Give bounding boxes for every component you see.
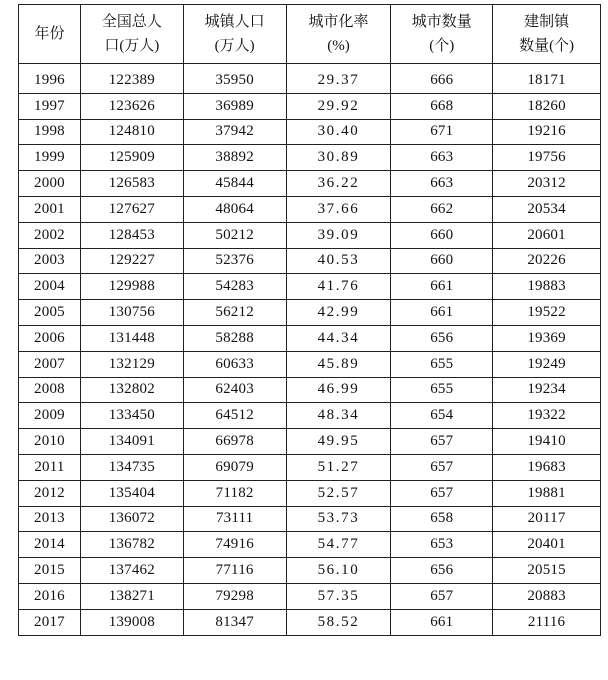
town-count-cell: 20534 xyxy=(493,196,601,222)
urban-population-cell: 64512 xyxy=(183,403,286,429)
header-text-line: 全国总人 xyxy=(101,14,162,30)
year-cell: 2017 xyxy=(19,609,81,635)
table-row xyxy=(19,403,601,429)
town-count-cell: 19369 xyxy=(493,325,601,351)
urban-population-cell: 35950 xyxy=(183,64,286,94)
town-count-cell: 19522 xyxy=(493,300,601,326)
header-text-line: (万人) xyxy=(214,38,255,54)
year-cell: 2015 xyxy=(19,558,81,584)
total-population-cell: 133450 xyxy=(80,403,183,429)
header-city-count xyxy=(391,5,493,64)
urbanization-rate-cell: 53.73 xyxy=(286,506,391,532)
city-count-cell: 661 xyxy=(391,274,493,300)
year-cell: 2000 xyxy=(19,171,81,197)
city-count-cell: 668 xyxy=(391,93,493,119)
total-population-cell: 134735 xyxy=(80,454,183,480)
total-population-cell: 131448 xyxy=(80,325,183,351)
header-text-line: 年份 xyxy=(34,26,65,42)
urbanization-rate-cell: 52.57 xyxy=(286,480,391,506)
year-cell: 2010 xyxy=(19,429,81,455)
urbanization-rate-cell: 42.99 xyxy=(286,300,391,326)
urban-population-cell: 77116 xyxy=(183,558,286,584)
urban-population-cell: 74916 xyxy=(183,532,286,558)
header-text-line: 城市数量 xyxy=(411,14,472,30)
urban-population-cell: 54283 xyxy=(183,274,286,300)
table-row xyxy=(19,480,601,506)
urbanization-rate-cell: 29.37 xyxy=(286,64,391,94)
urban-population-cell: 36989 xyxy=(183,93,286,119)
table-row xyxy=(19,248,601,274)
year-cell: 2006 xyxy=(19,325,81,351)
header-urban-population xyxy=(183,5,286,64)
city-count-cell: 662 xyxy=(391,196,493,222)
town-count-cell: 19249 xyxy=(493,351,601,377)
urbanization-rate-cell: 30.40 xyxy=(286,119,391,145)
total-population-cell: 138271 xyxy=(80,583,183,609)
town-count-cell: 19756 xyxy=(493,145,601,171)
town-count-cell: 21116 xyxy=(493,609,601,635)
urban-population-cell: 66978 xyxy=(183,429,286,455)
urban-population-cell: 52376 xyxy=(183,248,286,274)
header-year xyxy=(19,5,81,64)
city-count-cell: 660 xyxy=(391,222,493,248)
year-cell: 1998 xyxy=(19,119,81,145)
year-cell: 1999 xyxy=(19,145,81,171)
urban-population-cell: 73111 xyxy=(183,506,286,532)
city-count-cell: 657 xyxy=(391,429,493,455)
urban-population-cell: 45844 xyxy=(183,171,286,197)
city-count-cell: 661 xyxy=(391,300,493,326)
total-population-cell: 124810 xyxy=(80,119,183,145)
year-cell: 2004 xyxy=(19,274,81,300)
urbanization-rate-cell: 57.35 xyxy=(286,583,391,609)
town-count-cell: 20117 xyxy=(493,506,601,532)
table-row xyxy=(19,171,601,197)
year-cell: 2008 xyxy=(19,377,81,403)
urbanization-rate-cell: 54.77 xyxy=(286,532,391,558)
total-population-cell: 132802 xyxy=(80,377,183,403)
table-header xyxy=(19,5,601,64)
urbanization-rate-cell: 48.34 xyxy=(286,403,391,429)
town-count-cell: 19234 xyxy=(493,377,601,403)
urban-population-cell: 58288 xyxy=(183,325,286,351)
urban-population-cell: 38892 xyxy=(183,145,286,171)
table-row xyxy=(19,196,601,222)
urbanization-rate-cell: 51.27 xyxy=(286,454,391,480)
city-count-cell: 653 xyxy=(391,532,493,558)
city-count-cell: 658 xyxy=(391,506,493,532)
table-row xyxy=(19,558,601,584)
table-row xyxy=(19,325,601,351)
town-count-cell: 19883 xyxy=(493,274,601,300)
urban-population-cell: 56212 xyxy=(183,300,286,326)
header-text-line: (%) xyxy=(327,38,350,54)
urbanization-rate-cell: 40.53 xyxy=(286,248,391,274)
total-population-cell: 126583 xyxy=(80,171,183,197)
town-count-cell: 20515 xyxy=(493,558,601,584)
year-cell: 1996 xyxy=(19,64,81,94)
year-cell: 1997 xyxy=(19,93,81,119)
urbanization-rate-cell: 30.89 xyxy=(286,145,391,171)
total-population-cell: 139008 xyxy=(80,609,183,635)
total-population-cell: 129988 xyxy=(80,274,183,300)
urbanization-rate-cell: 44.34 xyxy=(286,325,391,351)
header-text-line: (个) xyxy=(429,38,455,54)
year-cell: 2012 xyxy=(19,480,81,506)
city-count-cell: 657 xyxy=(391,454,493,480)
city-count-cell: 655 xyxy=(391,351,493,377)
city-count-cell: 666 xyxy=(391,64,493,94)
table-row xyxy=(19,454,601,480)
city-count-cell: 656 xyxy=(391,558,493,584)
urban-population-cell: 60633 xyxy=(183,351,286,377)
urbanization-rate-cell: 56.10 xyxy=(286,558,391,584)
city-count-cell: 657 xyxy=(391,583,493,609)
year-cell: 2016 xyxy=(19,583,81,609)
year-cell: 2003 xyxy=(19,248,81,274)
table-row xyxy=(19,300,601,326)
table-row xyxy=(19,145,601,171)
urban-population-cell: 62403 xyxy=(183,377,286,403)
table-row xyxy=(19,119,601,145)
year-cell: 2007 xyxy=(19,351,81,377)
urbanization-rate-cell: 49.95 xyxy=(286,429,391,455)
total-population-cell: 130756 xyxy=(80,300,183,326)
town-count-cell: 20883 xyxy=(493,583,601,609)
table-body xyxy=(19,64,601,636)
table-row xyxy=(19,429,601,455)
table-row xyxy=(19,532,601,558)
urban-population-cell: 48064 xyxy=(183,196,286,222)
town-count-cell: 20226 xyxy=(493,248,601,274)
header-urbanization-rate xyxy=(286,5,391,64)
city-count-cell: 663 xyxy=(391,145,493,171)
urbanization-table xyxy=(18,4,601,636)
total-population-cell: 125909 xyxy=(80,145,183,171)
city-count-cell: 657 xyxy=(391,480,493,506)
town-count-cell: 19881 xyxy=(493,480,601,506)
total-population-cell: 134091 xyxy=(80,429,183,455)
city-count-cell: 656 xyxy=(391,325,493,351)
urban-population-cell: 37942 xyxy=(183,119,286,145)
year-cell: 2005 xyxy=(19,300,81,326)
table-row xyxy=(19,506,601,532)
city-count-cell: 655 xyxy=(391,377,493,403)
urbanization-rate-cell: 37.66 xyxy=(286,196,391,222)
town-count-cell: 20312 xyxy=(493,171,601,197)
city-count-cell: 661 xyxy=(391,609,493,635)
header-text-line: 城市化率 xyxy=(308,14,369,30)
urban-population-cell: 71182 xyxy=(183,480,286,506)
urbanization-rate-cell: 39.09 xyxy=(286,222,391,248)
year-cell: 2014 xyxy=(19,532,81,558)
total-population-cell: 127627 xyxy=(80,196,183,222)
urban-population-cell: 50212 xyxy=(183,222,286,248)
year-cell: 2013 xyxy=(19,506,81,532)
year-cell: 2011 xyxy=(19,454,81,480)
statistics-table-container xyxy=(18,4,601,636)
total-population-cell: 132129 xyxy=(80,351,183,377)
urban-population-cell: 81347 xyxy=(183,609,286,635)
total-population-cell: 129227 xyxy=(80,248,183,274)
town-count-cell: 18171 xyxy=(493,64,601,94)
table-row xyxy=(19,222,601,248)
total-population-cell: 128453 xyxy=(80,222,183,248)
town-count-cell: 19322 xyxy=(493,403,601,429)
table-row xyxy=(19,64,601,94)
town-count-cell: 20601 xyxy=(493,222,601,248)
year-cell: 2002 xyxy=(19,222,81,248)
total-population-cell: 122389 xyxy=(80,64,183,94)
table-row xyxy=(19,583,601,609)
total-population-cell: 136072 xyxy=(80,506,183,532)
town-count-cell: 18260 xyxy=(493,93,601,119)
town-count-cell: 19216 xyxy=(493,119,601,145)
city-count-cell: 660 xyxy=(391,248,493,274)
urbanization-rate-cell: 36.22 xyxy=(286,171,391,197)
town-count-cell: 19683 xyxy=(493,454,601,480)
table-row xyxy=(19,274,601,300)
table-row xyxy=(19,377,601,403)
total-population-cell: 137462 xyxy=(80,558,183,584)
urbanization-rate-cell: 46.99 xyxy=(286,377,391,403)
city-count-cell: 663 xyxy=(391,171,493,197)
urbanization-rate-cell: 58.52 xyxy=(286,609,391,635)
year-cell: 2009 xyxy=(19,403,81,429)
urbanization-rate-cell: 29.92 xyxy=(286,93,391,119)
header-text-line: 建制镇 xyxy=(524,14,570,30)
city-count-cell: 654 xyxy=(391,403,493,429)
urbanization-rate-cell: 45.89 xyxy=(286,351,391,377)
header-text-line: 口(万人) xyxy=(104,38,160,54)
urban-population-cell: 79298 xyxy=(183,583,286,609)
table-row xyxy=(19,609,601,635)
urban-population-cell: 69079 xyxy=(183,454,286,480)
table-row xyxy=(19,93,601,119)
total-population-cell: 123626 xyxy=(80,93,183,119)
header-row xyxy=(19,5,601,64)
urbanization-rate-cell: 41.76 xyxy=(286,274,391,300)
header-total-population xyxy=(80,5,183,64)
header-text-line: 城镇人口 xyxy=(204,14,265,30)
town-count-cell: 20401 xyxy=(493,532,601,558)
header-town-count xyxy=(493,5,601,64)
city-count-cell: 671 xyxy=(391,119,493,145)
table-row xyxy=(19,351,601,377)
total-population-cell: 135404 xyxy=(80,480,183,506)
header-text-line: 数量(个) xyxy=(519,38,575,54)
total-population-cell: 136782 xyxy=(80,532,183,558)
year-cell: 2001 xyxy=(19,196,81,222)
town-count-cell: 19410 xyxy=(493,429,601,455)
